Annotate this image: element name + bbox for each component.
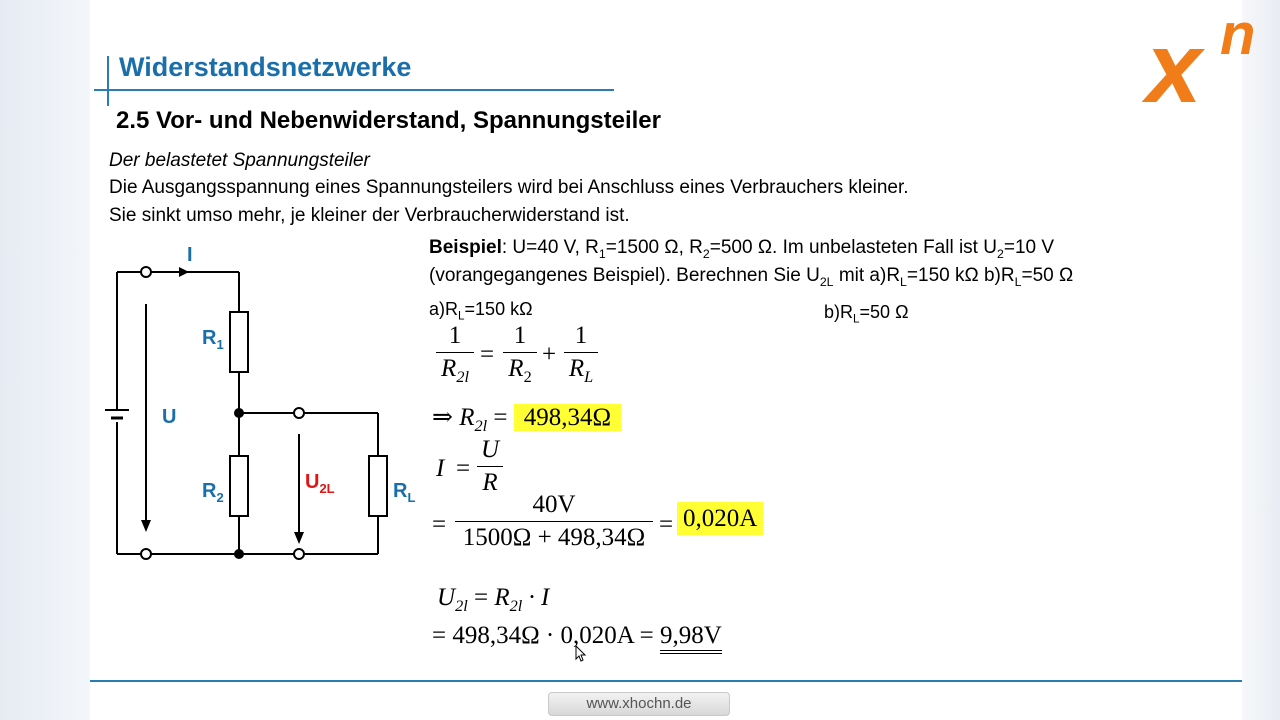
section-title: 2.5 Vor- und Nebenwiderstand, Spannungsteiler — [116, 107, 661, 134]
example-line-1: Beispiel: U=40 V, $R_1=1500$ Ω, $R_2=500$ Ω. Im unbelasteten Fall ist $U_2=10$ V — [429, 237, 1055, 261]
voltage-arrow-u-head — [141, 520, 151, 532]
eq2-row: ⇒ $R_{2l} = 498,34\Omega$ — [432, 402, 621, 436]
resistor-r2 — [230, 456, 248, 516]
eq4-equals: = — [432, 511, 447, 538]
mouse-cursor-icon — [575, 645, 587, 663]
logo-x-glyph: x — [1146, 12, 1202, 106]
label-u: U — [162, 406, 177, 428]
left-side-panel — [0, 0, 90, 720]
title-underline — [94, 89, 614, 91]
terminal-top-right — [294, 408, 304, 418]
right-side-panel — [1242, 0, 1280, 720]
xhochn-logo — [1140, 6, 1275, 106]
eq1-plus: + — [542, 341, 557, 368]
node-middle — [234, 408, 244, 418]
eq3-i: I — [436, 455, 445, 482]
terminal-bottom-right — [294, 549, 304, 559]
eq4-result — [677, 505, 763, 533]
voltage-arrow-u2l-head — [294, 532, 304, 544]
part-a-label: $a)R_L=150$ kΩ — [429, 299, 533, 323]
current-arrow-head — [179, 267, 189, 277]
example-line-2: (vorangegangenes Beispiel). Berechnen Sie $U_{2L}$ mit $a)R_L=150$ kΩ $b)R_L=50$ Ω — [429, 265, 1074, 289]
result-i-highlight: 0,020A — [677, 502, 763, 535]
footer-url-badge[interactable]: www.xhochn.de — [548, 692, 730, 716]
resistor-rl — [369, 456, 387, 516]
eq1-frac-r21: 1 $R_{2l}$ — [436, 322, 474, 387]
label-r1: $R_1$ — [202, 327, 224, 352]
label-rl: $R_L$ — [393, 480, 416, 505]
terminal-bottom-left — [141, 549, 151, 559]
eq3-frac: U R — [477, 436, 503, 497]
eq6-row: = 498,34Ω · 0,020A = 9,98V — [432, 622, 722, 650]
node-bottom — [234, 549, 244, 559]
part-b-label: $b)R_L=50$ Ω — [824, 302, 909, 326]
logo-n-glyph: n — [1220, 6, 1256, 67]
resistor-r1 — [230, 312, 248, 372]
eq4-equals-2: = — [659, 511, 674, 538]
circuit-diagram — [95, 238, 430, 573]
eq1-frac-r2: 1 $R_2$ — [503, 322, 537, 387]
label-r2: $R_2$ — [202, 480, 224, 505]
subheading-loaded-divider: Der belastetet Spannungsteiler — [109, 150, 370, 171]
footer-rule — [90, 680, 1242, 682]
eq1-equals: = — [480, 341, 495, 368]
result-u-double-underlined: 9,98V — [660, 622, 722, 654]
label-u2l: $U_{2L}$ — [305, 471, 335, 496]
eq4-frac: 40V 1500Ω + 498,34Ω — [455, 491, 653, 552]
label-current-i: I — [187, 244, 193, 266]
eq1-frac-rl: 1 $R_L$ — [564, 322, 598, 387]
terminal-top-left — [141, 267, 151, 277]
title-vertical-rule — [107, 56, 109, 106]
eq5-row: $U_{2l} = R_{2l} \cdot I$ — [437, 584, 550, 615]
intro-line-2: Sie sinkt umso mehr, je kleiner der Verbraucherwiderstand ist. — [109, 205, 630, 226]
intro-line-1: Die Ausgangsspannung eines Spannungsteilers wird bei Anschluss eines Verbrauchers kleiner. — [109, 177, 909, 198]
page-title: Widerstandsnetzwerke — [119, 52, 412, 82]
example-label: Beispiel — [429, 237, 502, 258]
eq3-equals: = — [456, 455, 471, 482]
result-r21-highlight: 498,34Ω — [514, 404, 621, 431]
